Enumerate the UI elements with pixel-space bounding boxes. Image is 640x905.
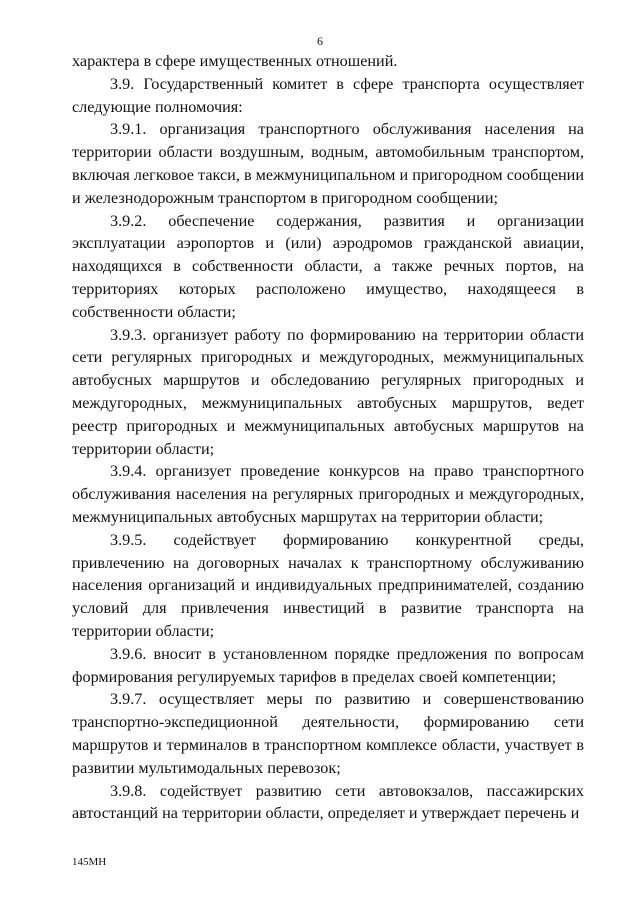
paragraph-3-9: 3.9. Государственный комитет в сфере транспорта осуществляет следующие полномочия:: [72, 74, 584, 116]
paragraph-3-9-5: 3.9.5. содействует формированию конкурентной среды, привлечению на договорных началах к транспортному обслуживанию населения организаций и индивидуальных предпринимателей, созданию условий для привлечения инвестиций в развитие транспорта на территории области;: [72, 530, 584, 640]
document-code: 145МН: [72, 856, 107, 868]
page-number: 6: [317, 34, 323, 48]
document-body: [72, 50, 584, 825]
paragraph-3-9-3: 3.9.3. организует работу по формированию на территории области сети регулярных пригородных и междугородных, межмуниципальных автобусных маршрутов и обследованию регулярных пригородных и междугородных, межмуниципальных автобусных маршрутов, ведет реестр пригородных и межмуниципальных автобусных маршрутов на территории области;: [72, 325, 584, 458]
paragraph-3-9-6: 3.9.6. вносит в установленном порядке предложения по вопросам формирования регулируемых тарифов в пределах своей компетенции;: [72, 644, 584, 686]
paragraph-3-9-1: 3.9.1. организация транспортного обслуживания населения на территории области воздушным, водным, автомобильным транспортом, включая легковое такси, в межмуниципальном и пригородном сообщении и железнодорожным транспортом в пригородном сообщении;: [72, 120, 584, 207]
paragraph-3-9-4: 3.9.4. организует проведение конкурсов на право транспортного обслуживания населения на регулярных пригородных и междугородных, межмуниципальных автобусных маршрутах на территории области;: [72, 462, 584, 526]
paragraph-continuation: характера в сфере имущественных отношений.: [72, 52, 398, 70]
paragraph-3-9-8: 3.9.8. содействует развитию сети автовокзалов, пассажирских автостанций на территории области, определяет и утверждает перечень и: [72, 781, 584, 823]
paragraph-3-9-2: 3.9.2. обеспечение содержания, развития и организации эксплуатации аэропортов и (или) аэродромов гражданской авиации, находящихся в собственности области, а также речных портов, на территориях которых расположено имущество, находящееся в собственности области;: [72, 211, 584, 321]
paragraph-3-9-7: 3.9.7. осуществляет меры по развитию и совершенствованию транспортно-экспедиционной деятельности, формированию сети маршрутов и терминалов в транспортном комплексе области, участвует в развитии мультимодальных перевозок;: [72, 690, 584, 777]
